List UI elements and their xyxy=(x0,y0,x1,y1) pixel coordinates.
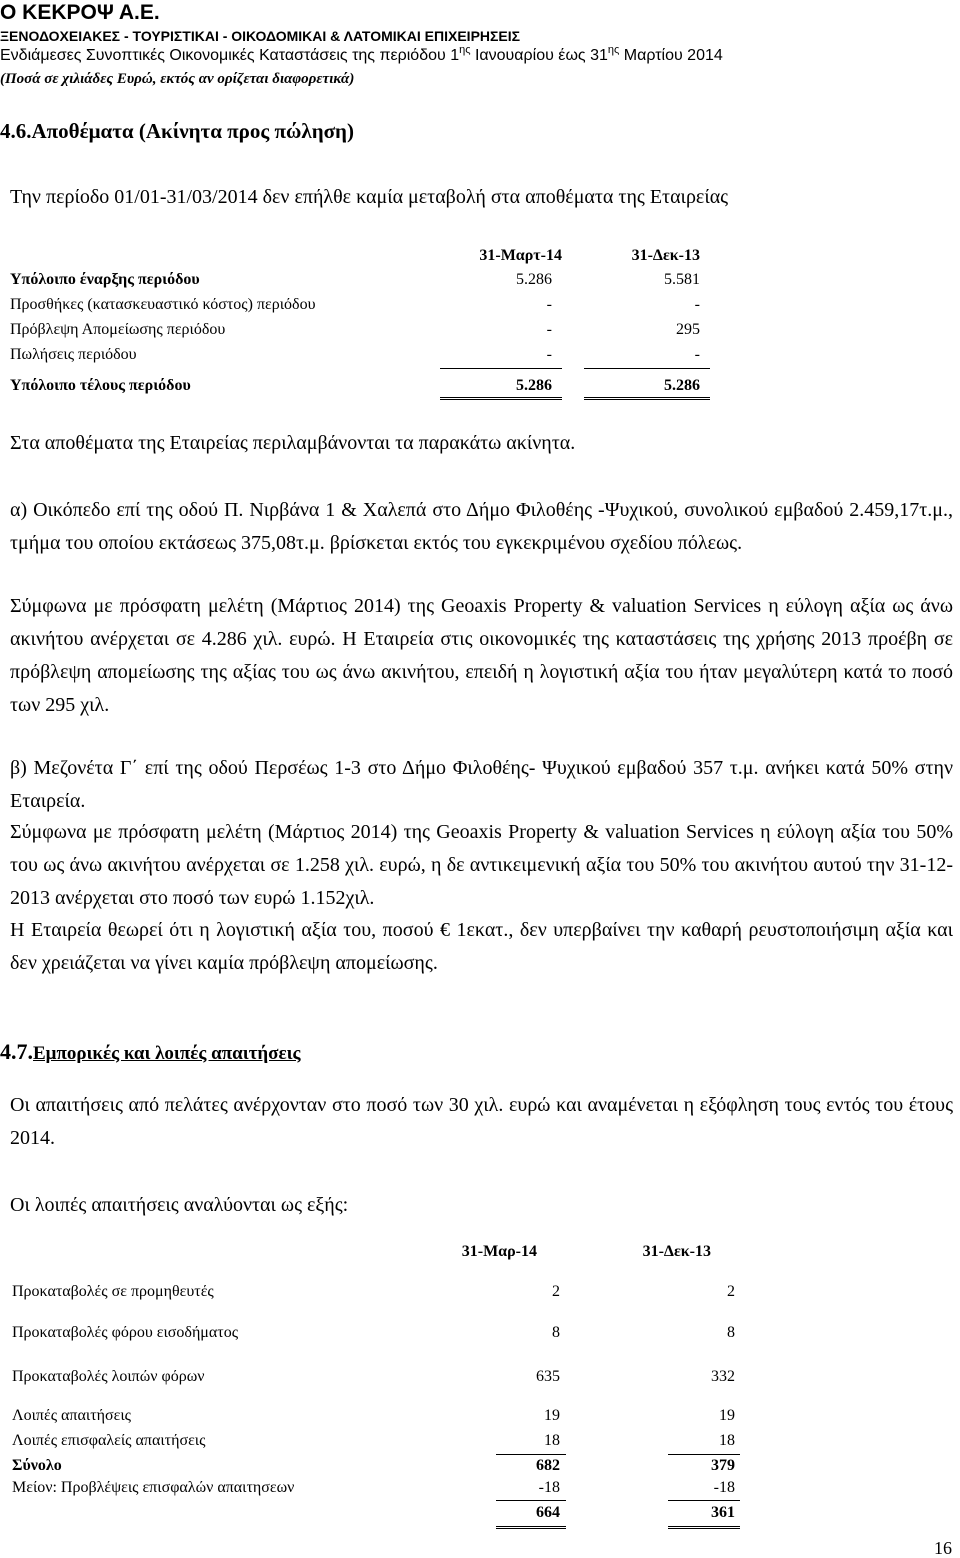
table-row-value-2: 379 xyxy=(711,1457,735,1474)
table-row-value-2: - xyxy=(694,296,700,313)
net-double-rule-col1 xyxy=(496,1526,566,1529)
period-part1: Ενδιάμεσες Συνοπτικές Οικονομικές Καταστάσεις της περιόδου 1 xyxy=(0,47,460,64)
table-row-value-2: 5.581 xyxy=(664,271,700,288)
period-part3: Μαρτίου 2014 xyxy=(619,47,723,64)
table-row-label: Προκαταβολές σε προμηθευτές xyxy=(12,1283,214,1300)
section-4-6-title: Αποθέματα (Ακίνητα προς πώληση) xyxy=(31,119,354,143)
table-row-value-2: - xyxy=(694,346,700,363)
table-row-value-2: 332 xyxy=(711,1368,735,1385)
total-double-rule-col1 xyxy=(440,397,562,400)
section-4-7-heading xyxy=(0,1038,301,1069)
table-row-value-1: 635 xyxy=(536,1368,560,1385)
table-row-label: Υπόλοιπο τέλους περιόδου xyxy=(10,377,191,394)
receivables-col2-header: 31-Δεκ-13 xyxy=(642,1243,711,1260)
properties-intro: Στα αποθέματα της Εταιρείας περιλαμβάνονται τα παρακάτω ακίνητα. xyxy=(10,432,576,454)
period-part2: Ιανουαρίου έως 31 xyxy=(470,47,608,64)
table-row-label: Σύνολο xyxy=(12,1457,62,1474)
table-row-value-2: 2 xyxy=(727,1283,735,1300)
table-row-label: Υπόλοιπο έναρξης περιόδου xyxy=(10,271,200,288)
property-a-valuation: Σύμφωνα με πρόσφατη μελέτη (Μάρτιος 2014) της Geoaxis Property & valuation Services η εύλογη αξία ως άνω ακινήτου ανέρχεται σε 4.286 χιλ. ευρώ. Η Εταιρεία στις οικονομικές της καταστάσεις της χρήσης 2013 προέβη σε πρόβλεψη απομείωσης της αξίας του ως άνω ακινήτου, επειδή η λογιστική αξία του ήταν μεγαλύτερη κατά το ποσό των 295 χιλ. xyxy=(10,595,953,716)
net-total-value-1: 664 xyxy=(536,1504,560,1521)
subtotal-rule-col2 xyxy=(668,1454,740,1455)
section-4-7-number: 4.7. xyxy=(0,1039,33,1064)
subtotal-rule-col1 xyxy=(496,1454,566,1455)
inventory-col1-header: 31-Μαρτ-14 xyxy=(479,247,562,264)
table-row-label: Πωλήσεις περιόδου xyxy=(10,346,137,363)
amounts-note: (Ποσά σε χιλιάδες Ευρώ, εκτός αν ορίζεται διαφορετικά) xyxy=(0,71,355,87)
table-row-value-1: 5.286 xyxy=(516,271,552,288)
section-4-7-title: Εμπορικές και λοιπές απαιτήσεις xyxy=(33,1043,301,1064)
table-row-label: Προκαταβολές φόρου εισοδήματος xyxy=(12,1324,239,1341)
section-4-6-intro: Την περίοδο 01/01-31/03/2014 δεν επήλθε καμία μεταβολή στα αποθέματα της Εταιρείας xyxy=(10,186,729,208)
inventory-col2-header: 31-Δεκ-13 xyxy=(631,247,700,264)
table-row-value-1: 18 xyxy=(544,1432,560,1449)
receivables-col1-header: 31-Μαρ-14 xyxy=(461,1243,537,1260)
table-row-value-2: -18 xyxy=(713,1479,735,1496)
report-period xyxy=(0,46,723,66)
table-row-value-2: 19 xyxy=(719,1407,735,1424)
table-row-value-1: -18 xyxy=(538,1479,560,1496)
total-double-rule-col2 xyxy=(584,397,710,400)
table-row-value-1: - xyxy=(546,321,552,338)
table-row-label: Προσθήκες (κατασκευαστικό κόστος) περιόδου xyxy=(10,296,316,313)
net-rule-col1 xyxy=(496,1500,566,1501)
section-4-6-heading xyxy=(0,118,354,144)
table-row-value-1: 2 xyxy=(552,1283,560,1300)
company-subtitle: ΞΕΝΟΔΟΧΕΙΑΚΕΣ - ΤΟΥΡΙΣΤΙΚΑΙ - ΟΙΚΟΔΟΜΙΚΑΙ & ΛΑΤΟΜΙΚΑΙ ΕΠΙΧΕΙΡΗΣΕΙΣ xyxy=(0,28,521,44)
table-row-value-2: 18 xyxy=(719,1432,735,1449)
net-rule-col2 xyxy=(668,1500,740,1501)
table-row-value-1: 8 xyxy=(552,1324,560,1341)
table-row-value-2: 8 xyxy=(727,1324,735,1341)
property-b-conclusion: Η Εταιρεία θεωρεί ότι η λογιστική αξία του, ποσού € 1εκατ., δεν υπερβαίνει την καθαρή ρευστοποιήσιμη αξία και δεν χρειάζεται να γίνει καμία πρόβλεψη απομείωσης. xyxy=(10,919,953,974)
table-row-label: Λοιπές επισφαλείς απαιτήσεις xyxy=(12,1432,206,1449)
table-row-value-2: 5.286 xyxy=(664,377,700,394)
period-sup1: ης xyxy=(459,44,471,56)
table-row-value-1: 5.286 xyxy=(516,377,552,394)
receivables-intro: Οι απαιτήσεις από πελάτες ανέρχονταν στο ποσό των 30 χιλ. ευρώ και αναμένεται η εξόφληση τους εντός του έτους 2014. xyxy=(10,1094,953,1149)
table-row-value-2: 295 xyxy=(676,321,700,338)
period-sup2: ης xyxy=(607,44,620,56)
property-b-description: β) Μεζονέτα Γ΄ επί της οδού Περσέως 1-3 στο Δήμο Φιλοθέης- Ψυχικού εμβαδού 357 τ.μ. ανήκει κατά 50% στην Εταιρεία. xyxy=(10,757,953,812)
table-row-value-1: - xyxy=(546,346,552,363)
table-row-label: Προκαταβολές λοιπών φόρων xyxy=(12,1368,205,1385)
table-row-label: Λοιπές απαιτήσεις xyxy=(12,1407,131,1424)
table-row-value-1: - xyxy=(546,296,552,313)
table-row-value-1: 682 xyxy=(536,1457,560,1474)
property-a-description: α) Οικόπεδο επί της οδού Π. Νιρβάνα 1 & Χαλεπά στο Δήμο Φιλοθέης -Ψυχικού, συνολικού εμβαδού 2.459,17τ.μ., τμήμα του οποίου εκτάσεως 375,08τ.μ. βρίσκεται εκτός του εγκεκριμένου σχεδίου πόλεως. xyxy=(10,499,953,554)
receivables-analysis-intro: Οι λοιπές απαιτήσεις αναλύονται ως εξής: xyxy=(10,1194,349,1216)
net-double-rule-col2 xyxy=(668,1526,740,1529)
table-row-label: Πρόβλεψη Απομείωσης περιόδου xyxy=(10,321,226,338)
net-total-value-2: 361 xyxy=(711,1504,735,1521)
table-row-value-1: 19 xyxy=(544,1407,560,1424)
property-b-valuation: Σύμφωνα με πρόσφατη μελέτη (Μάρτιος 2014) της Geoaxis Property & valuation Services η εύλογη αξία του 50% του ως άνω ακινήτου ανέρχεται σε 1.258 χιλ. ευρώ, η δε αντικειμενική αξία του 50% του ακινήτου αυτού την 31-12-2013 ανέρχεται στο ποσό των ευρώ 1.152χιλ. xyxy=(10,821,953,909)
company-name: Ο ΚΕΚΡΟΨ Α.Ε. xyxy=(0,1,160,24)
subtotal-rule-col1 xyxy=(440,368,562,369)
page-number: 16 xyxy=(934,1538,952,1558)
table-row-label: Μείον: Προβλέψεις επισφαλών απαιτησεων xyxy=(12,1479,295,1496)
subtotal-rule-col2 xyxy=(584,368,710,369)
section-4-6-number: 4.6. xyxy=(0,119,32,143)
